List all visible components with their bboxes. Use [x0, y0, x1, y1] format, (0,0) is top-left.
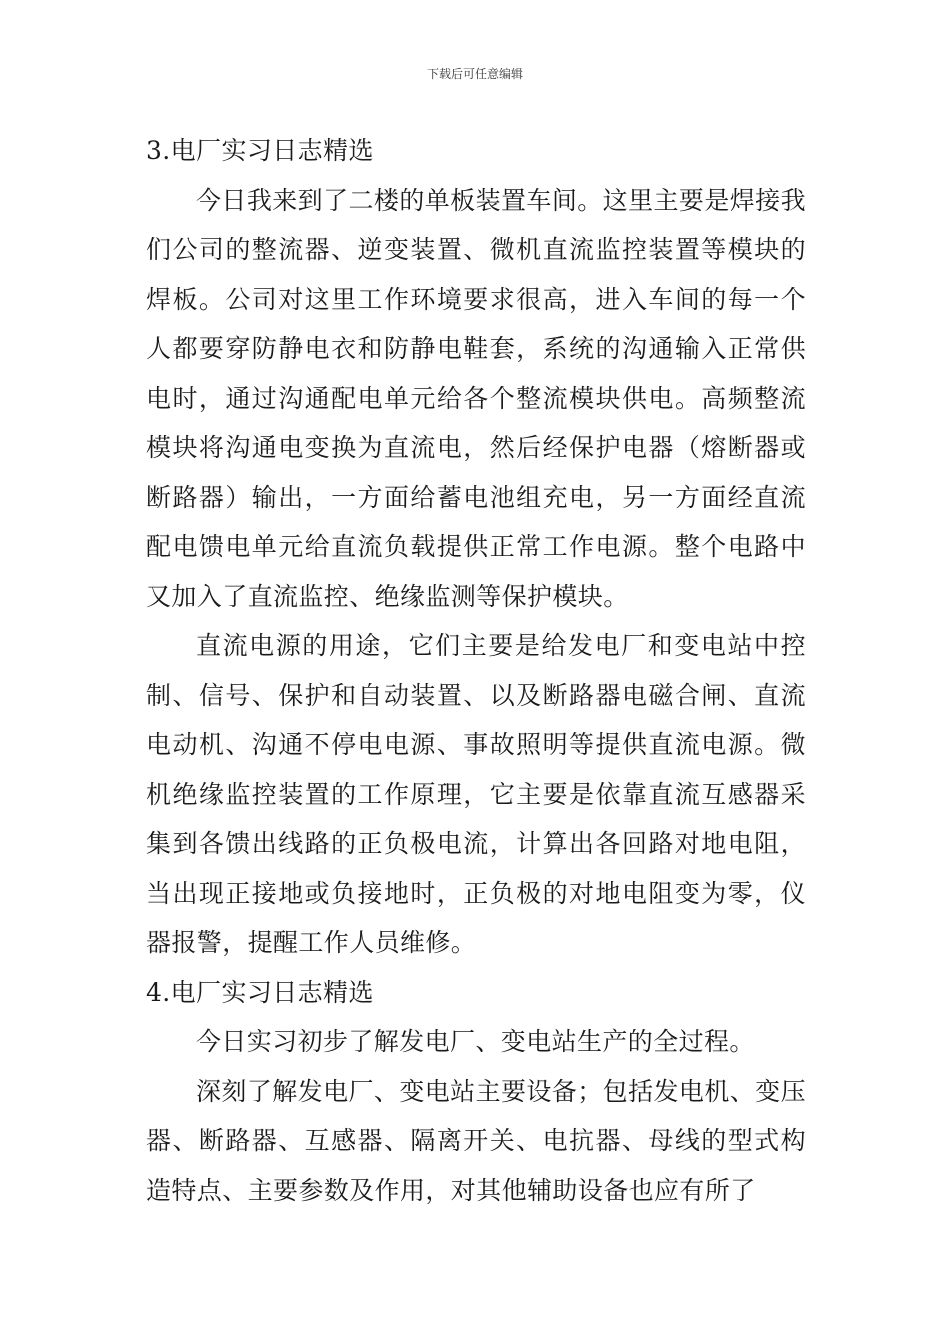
paragraph: 今日实习初步了解发电厂、变电站生产的全过程。: [196, 1027, 755, 1056]
section-heading: 3.电厂实习日志精选: [146, 136, 374, 165]
document-body: [146, 126, 806, 1215]
section-heading: 4.电厂实习日志精选: [146, 977, 374, 1007]
paragraph: 今日我来到了二楼的单板装置车间。这里主要是焊接我们公司的整流器、逆变装置、微机直流监控装置等模块的焊板。公司对这里工作环境要求很高，进入车间的每一个人都要穿防静电衣和防静电鞋套，系统的沟通输入正常供电时，通过沟通配电单元给各个整流模块供电。高频整流模块将沟通电变换为直流电，然后经保护电器（熔断器或断路器）输出，一方面给蓄电池组充电，另一方面经直流配电馈电单元给直流负载提供正常工作电源。整个电路中又加入了直流监控、绝缘监测等保护模块。: [146, 185, 806, 611]
page-header: 下载后可任意编辑: [426, 67, 523, 81]
section-3: [146, 126, 806, 968]
section-4: [146, 968, 806, 1216]
paragraph: 深刻了解发电厂、变电站主要设备；包括发电机、变压器、断路器、互感器、隔离开关、电抗器、母线的型式构造特点、主要参数及作用，对其他辅助设备也应有所了: [146, 1076, 806, 1205]
paragraph: 直流电源的用途，它们主要是给发电厂和变电站中控制、信号、保护和自动装置、以及断路器电磁合闸、直流电动机、沟通不停电电源、事故照明等提供直流电源。微机绝缘监控装置的工作原理，它主要是依靠直流互感器采集到各馈出线路的正负极电流，计算出各回路对地电阻，当出现正接地或负接地时，正负极的对地电阻变为零，仪器报警，提醒工作人员维修。: [146, 631, 806, 957]
